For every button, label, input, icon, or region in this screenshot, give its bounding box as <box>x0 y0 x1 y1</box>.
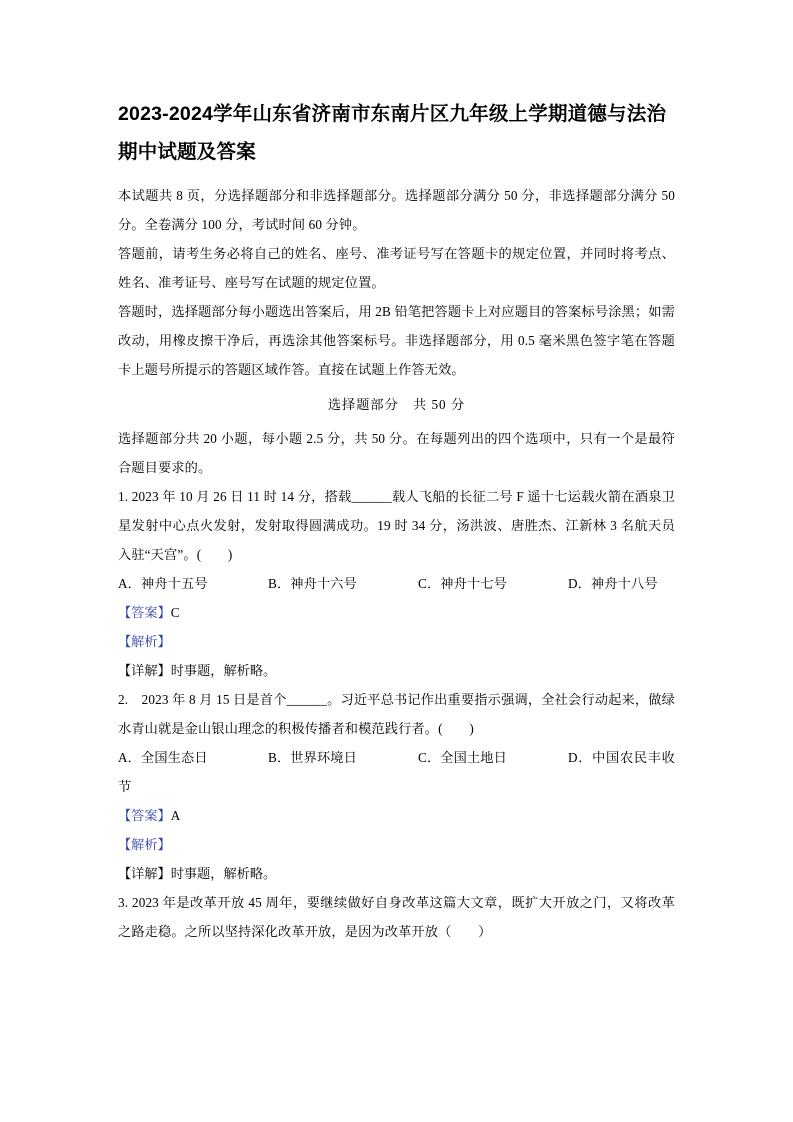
question-block-1 <box>118 482 675 685</box>
answer-label: 【答案】 <box>118 605 171 620</box>
analysis-label: 【解析】 <box>118 634 171 649</box>
intro-paragraph-1: 本试题共 8 页，分选择题部分和非选择题部分。选择题部分满分 50 分，非选择题部分满分 50 分。全卷满分 100 分，考试时间 60 分钟。 <box>118 188 675 232</box>
option-d[interactable]: D．神舟十八号 <box>568 576 658 591</box>
option-a[interactable]: A．全国生态日 <box>118 750 208 765</box>
detail-value: 时事题，解析略。 <box>170 866 277 881</box>
answer-value: A <box>170 808 181 823</box>
option-d[interactable]: D．中国农民丰收节 <box>118 750 675 794</box>
analysis-line <box>118 830 675 859</box>
answer-value: C <box>170 605 180 620</box>
analysis-label: 【解析】 <box>118 837 171 852</box>
detail-line <box>118 859 675 888</box>
question-options <box>118 743 675 801</box>
detail-value: 时事题，解析略。 <box>170 663 277 678</box>
question-block-3 <box>118 888 675 946</box>
option-b[interactable]: B．世界环境日 <box>268 750 357 765</box>
section-note: 选择题部分共 20 小题，每小题 2.5 分，共 50 分。在每题列出的四个选项中，只有一个是最符合题目要求的。 <box>118 431 675 475</box>
detail-line <box>118 656 675 685</box>
question-stem: 3. 2023 年是改革开放 45 周年，要继续做好自身改革这篇大文章，既扩大开放之门，又将改革之路走稳。之所以坚持深化改革开放，是因为改革开放（ ） <box>118 895 675 939</box>
analysis-line <box>118 627 675 656</box>
option-b[interactable]: B．神舟十六号 <box>268 576 357 591</box>
option-c[interactable]: C．全国土地日 <box>418 750 507 765</box>
answer-line <box>118 598 675 627</box>
question-block-2 <box>118 685 675 888</box>
detail-label: 【详解】 <box>118 663 171 678</box>
answer-label: 【答案】 <box>118 808 171 823</box>
question-options <box>118 569 675 598</box>
page-title: 2023-2024学年山东省济南市东南片区九年级上学期道德与法治期中试题及答案 <box>118 103 667 163</box>
intro-paragraph-3: 答题时，选择题部分每小题选出答案后，用 2B 铅笔把答题卡上对应题目的答案标号涂黑；如需改动，用橡皮擦干净后，再选涂其他答案标号。非选择题部分，用 0.5 毫米黑色签字笔在答题卡上题号所提示的答题区域作答。直接在试题上作答无效。 <box>118 304 675 377</box>
detail-label: 【详解】 <box>118 866 171 881</box>
intro-paragraph-2: 答题前，请考生务必将自己的姓名、座号、准考证号写在答题卡的规定位置，并同时将考点、姓名、准考证号、座号写在试题的规定位置。 <box>118 246 675 290</box>
question-stem: 1. 2023 年 10 月 26 日 11 时 14 分，搭载______载人飞船的长征二号 F 遥十七运载火箭在酒泉卫星发射中心点火发射，发射取得圆满成功。19 时 34 分，汤洪波、唐胜杰、江新林 3 名航天员入驻“天宫”。( ) <box>118 489 675 562</box>
section-header: 选择题部分 共 50 分 <box>327 397 466 412</box>
option-c[interactable]: C．神舟十七号 <box>418 576 507 591</box>
answer-line <box>118 801 675 830</box>
question-stem: 2. 2023 年 8 月 15 日是首个______。习近平总书记作出重要指示强调，全社会行动起来，做绿水青山就是金山银山理念的积极传播者和模范践行者。( ) <box>118 692 675 736</box>
option-a[interactable]: A．神舟十五号 <box>118 576 208 591</box>
